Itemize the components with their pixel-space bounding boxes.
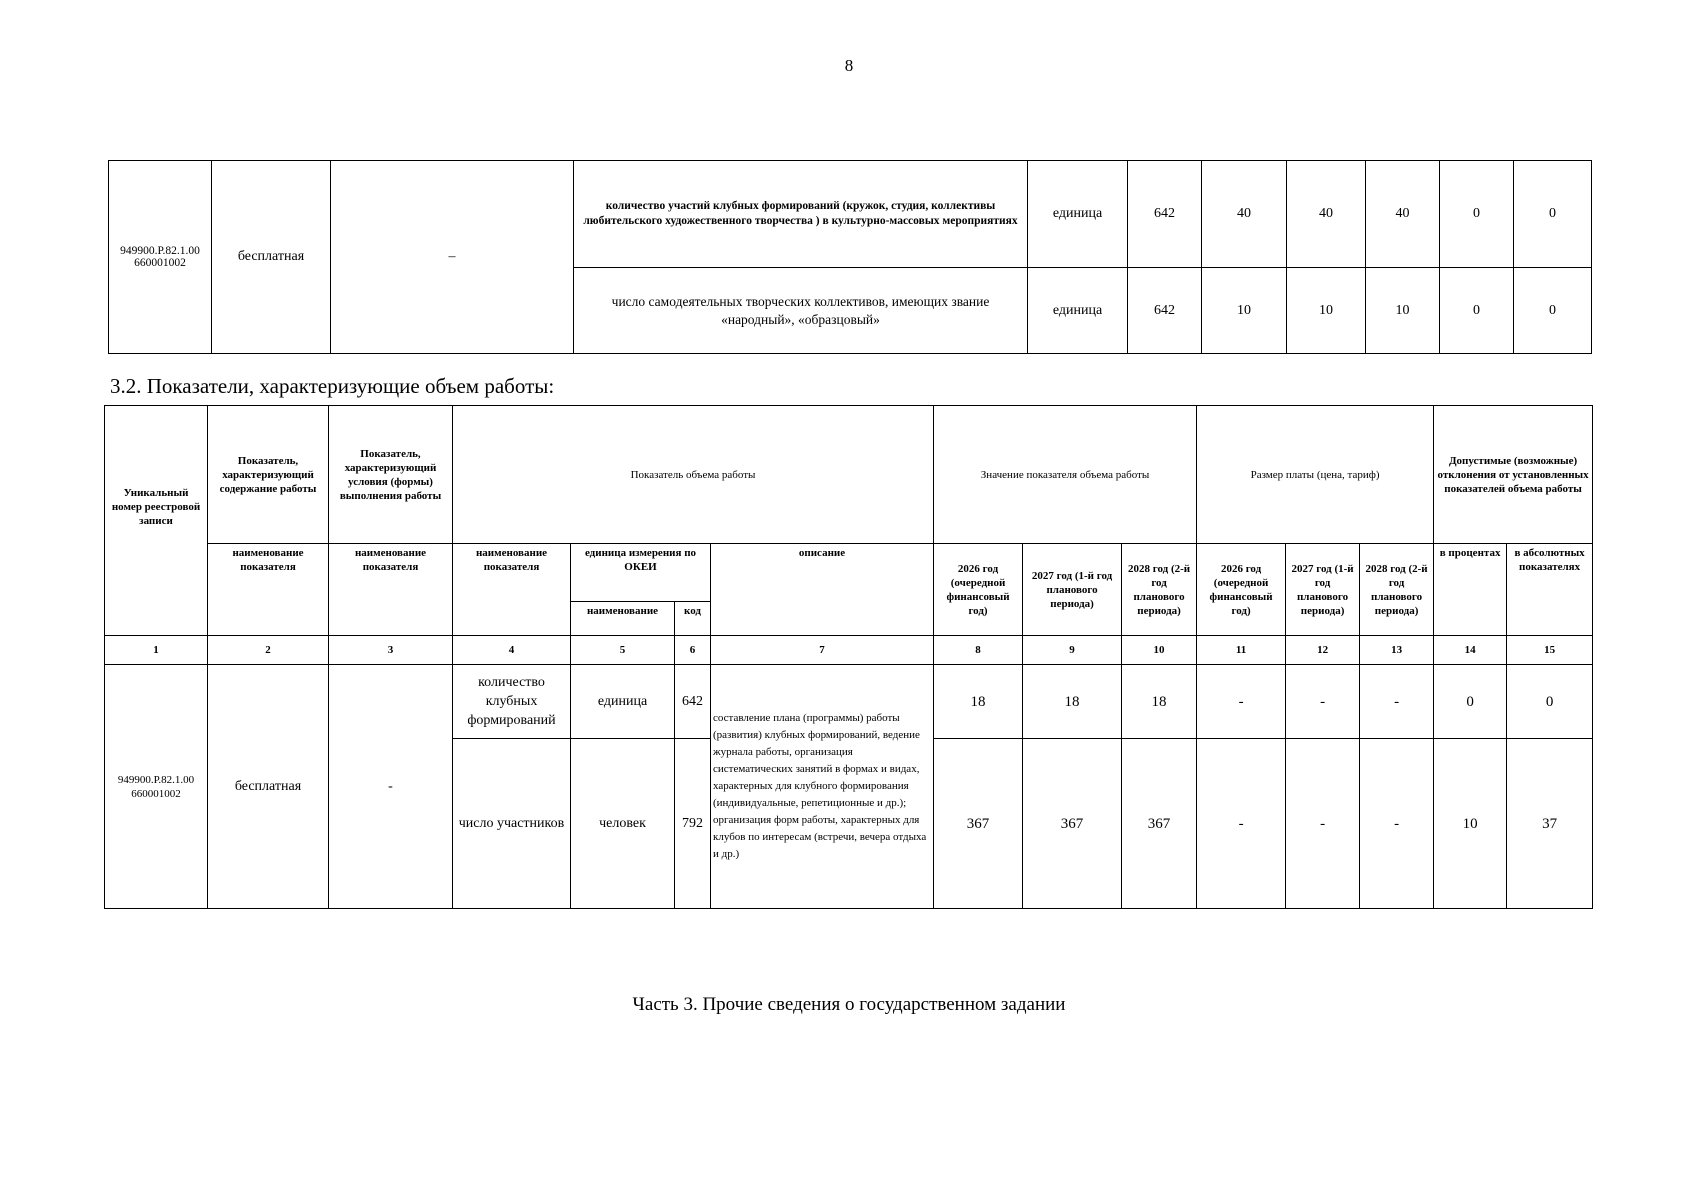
- column-number: 8: [934, 636, 1023, 665]
- column-number: 12: [1286, 636, 1360, 665]
- column-number: 11: [1197, 636, 1286, 665]
- deviation-percent-cell: 0: [1434, 665, 1507, 739]
- code-cell: 792: [675, 739, 711, 909]
- section-heading: 3.2. Показатели, характеризующие объем работы:: [110, 374, 555, 398]
- work-volume-table: [104, 405, 1593, 909]
- fee-2027-cell: -: [1286, 665, 1360, 739]
- indicator-name-cell: количество участий клубных формирований (кружок, студия, коллективы любительского художественного творчества ) в культурно-массовых мероприятиях: [574, 161, 1028, 268]
- description-cell: составление плана (программы) работы (развития) клубных формирований, ведение журнала работы, организация систематических занятий в формах и видах, характерных для клубного формирования (индивидуальные, репетиционные и др.); организация форм работы, характерных для клубов по интересам (встречи, вечера отдыха и др.): [711, 665, 934, 909]
- column-number: 9: [1023, 636, 1122, 665]
- value-2026-header: 2026 год (очередной финансовый год): [934, 544, 1023, 636]
- indicator-name-cell: количество клубных формирований: [453, 665, 571, 739]
- value-2028-cell: 40: [1366, 161, 1440, 268]
- fee-2028-cell: -: [1360, 665, 1434, 739]
- unit-cell: человек: [571, 739, 675, 909]
- value-2026-cell: 18: [934, 665, 1023, 739]
- deviation-percent-cell: 0: [1440, 161, 1514, 268]
- column-number: 15: [1507, 636, 1593, 665]
- fee-2026-cell: -: [1197, 739, 1286, 909]
- fee-2028-cell: -: [1360, 739, 1434, 909]
- column-number: 2: [208, 636, 329, 665]
- column-number: 3: [329, 636, 453, 665]
- deviation-absolute-cell: 0: [1507, 665, 1593, 739]
- deviation-absolute-header: в абсолютных показателях: [1507, 544, 1593, 636]
- content-cell: бесплатная: [208, 665, 329, 909]
- column-number: 4: [453, 636, 571, 665]
- content-name-header: наименование показателя: [208, 544, 329, 636]
- deviation-percent-header: в процентах: [1434, 544, 1507, 636]
- unit-name-header: наименование: [571, 602, 675, 636]
- indicator-continuation-table: [108, 160, 1592, 354]
- value-2027-cell: 10: [1287, 268, 1366, 354]
- fee-2027-header: 2027 год (1-й год планового периода): [1286, 544, 1360, 636]
- deviation-absolute-cell: 37: [1507, 739, 1593, 909]
- deviation-percent-cell: 10: [1434, 739, 1507, 909]
- value-2027-cell: 40: [1287, 161, 1366, 268]
- column-number: 1: [105, 636, 208, 665]
- column-number: 10: [1122, 636, 1197, 665]
- indicator-name-cell: число участников: [453, 739, 571, 909]
- value-2027-header: 2027 год (1-й год планового периода): [1023, 544, 1122, 636]
- fee-2026-header: 2026 год (очередной финансовый год): [1197, 544, 1286, 636]
- value-2027-cell: 18: [1023, 665, 1122, 739]
- column-number: 6: [675, 636, 711, 665]
- code-cell: 642: [1128, 268, 1202, 354]
- condition-cell: –: [331, 161, 574, 354]
- page-number: 8: [844, 56, 854, 75]
- fee-2026-cell: -: [1197, 665, 1286, 739]
- registry-code-cell: 949900.Р.82.1.00 660001002: [109, 161, 212, 354]
- value-2026-cell: 10: [1202, 268, 1287, 354]
- fee-header: Размер платы (цена, тариф): [1197, 406, 1434, 544]
- unit-cell: единица: [571, 665, 675, 739]
- condition-indicator-header: Показатель, характеризующий условия (формы) выполнения работы: [329, 406, 453, 544]
- deviation-absolute-cell: 0: [1514, 161, 1592, 268]
- volume-value-header: Значение показателя объема работы: [934, 406, 1197, 544]
- column-number: 5: [571, 636, 675, 665]
- value-2028-cell: 18: [1122, 665, 1197, 739]
- column-number: 14: [1434, 636, 1507, 665]
- fee-2028-header: 2028 год (2-й год планового периода): [1360, 544, 1434, 636]
- condition-cell: -: [329, 665, 453, 909]
- registry-header: Уникальный номер реестровой записи: [105, 406, 208, 636]
- value-2026-cell: 367: [934, 739, 1023, 909]
- volume-name-header: наименование показателя: [453, 544, 571, 636]
- value-2027-cell: 367: [1023, 739, 1122, 909]
- deviation-header: Допустимые (возможные) отклонения от установленных показателей объема работы: [1434, 406, 1593, 544]
- content-cell: бесплатная: [212, 161, 331, 354]
- unit-cell: единица: [1028, 268, 1128, 354]
- unit-cell: единица: [1028, 161, 1128, 268]
- value-2026-cell: 40: [1202, 161, 1287, 268]
- deviation-percent-cell: 0: [1440, 268, 1514, 354]
- content-indicator-header: Показатель, характеризующий содержание работы: [208, 406, 329, 544]
- part-3-title: Часть 3. Прочие сведения о государственном задании: [632, 994, 1066, 1015]
- registry-code-cell: 949900.Р.82.1.00 660001002: [105, 665, 208, 909]
- code-cell: 642: [1128, 161, 1202, 268]
- value-2028-cell: 10: [1366, 268, 1440, 354]
- code-cell: 642: [675, 665, 711, 739]
- description-header: описание: [711, 544, 934, 636]
- unit-code-header: код: [675, 602, 711, 636]
- value-2028-header: 2028 год (2-й год планового периода): [1122, 544, 1197, 636]
- deviation-absolute-cell: 0: [1514, 268, 1592, 354]
- indicator-name-cell: число самодеятельных творческих коллективов, имеющих звание «народный», «образцовый»: [574, 268, 1028, 354]
- fee-2027-cell: -: [1286, 739, 1360, 909]
- column-number: 7: [711, 636, 934, 665]
- column-number: 13: [1360, 636, 1434, 665]
- okei-unit-header: единица измерения по ОКЕИ: [571, 544, 711, 602]
- condition-name-header: наименование показателя: [329, 544, 453, 636]
- volume-indicator-header: Показатель объема работы: [453, 406, 934, 544]
- value-2028-cell: 367: [1122, 739, 1197, 909]
